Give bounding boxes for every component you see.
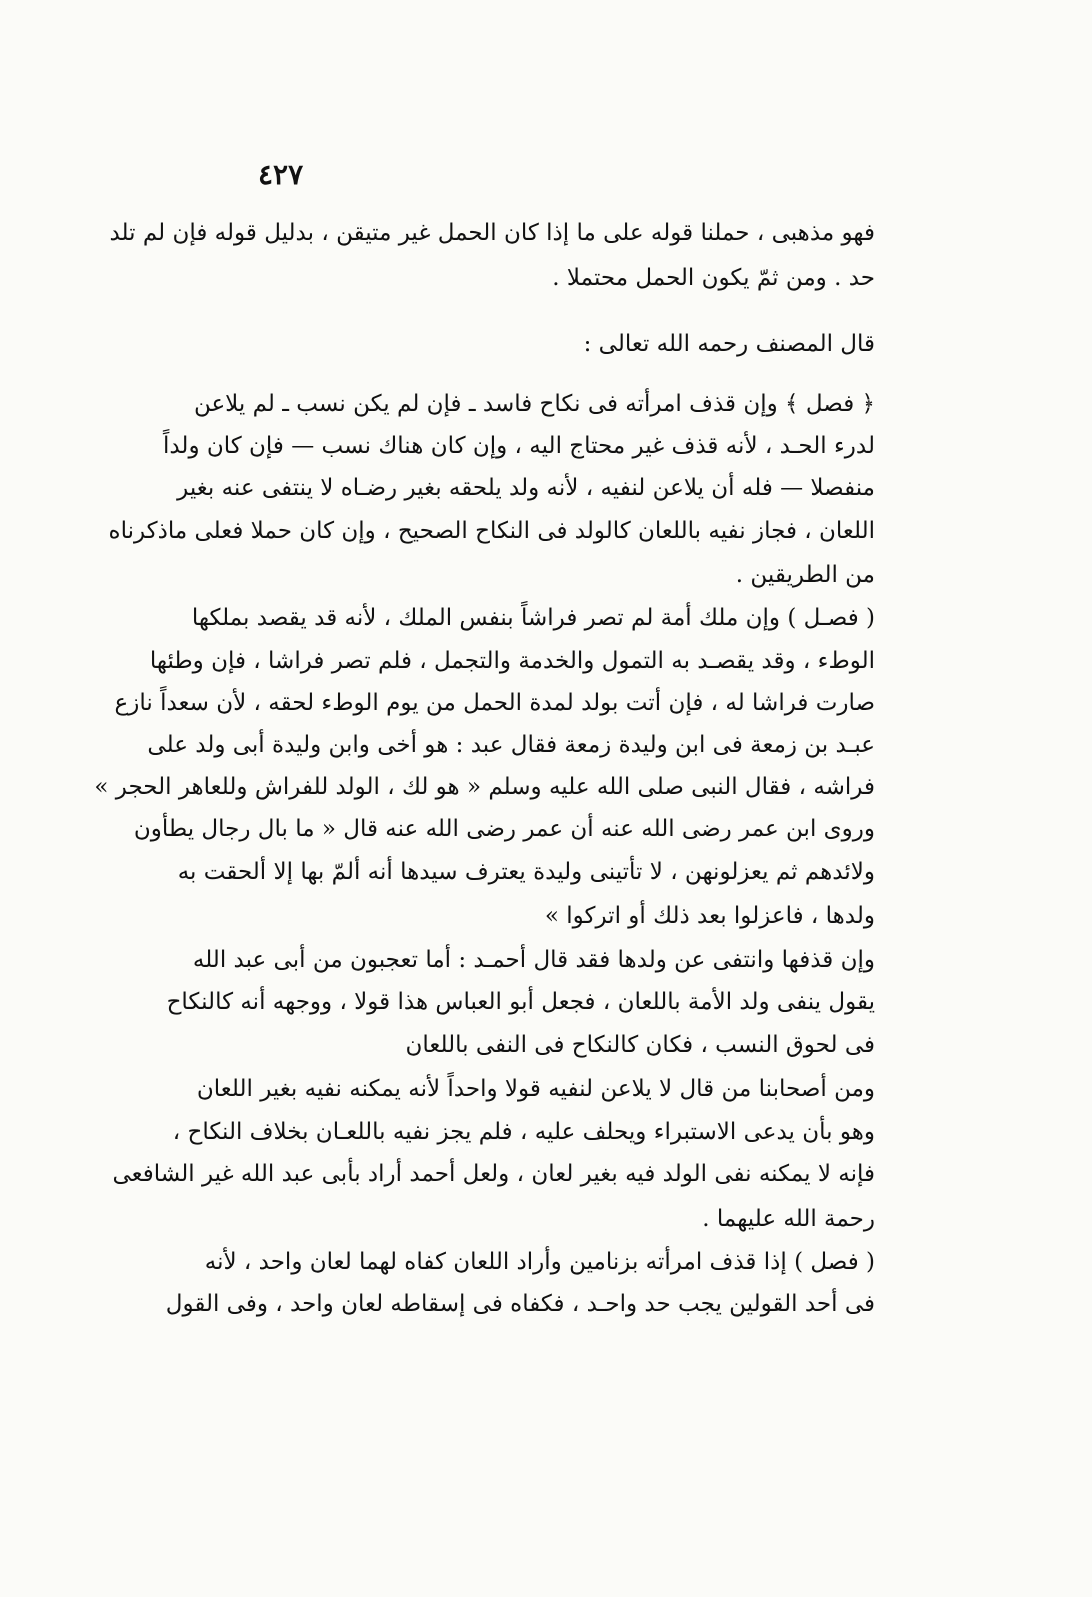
text-line-7: من الطريقين . xyxy=(735,562,875,588)
text-line-8: ( فصـل ) وإن ملك أمة لم تصر فراشاً بنفس الملك ، لأنه قد يقصد بملكها xyxy=(191,605,875,631)
text-line-23: ( فصل ) إذا قذف امرأته بزنامين وأراد اللعان كفاه لهما لعان واحد ، لأنه xyxy=(204,1249,875,1275)
text-line-3: ﴿ فصل ﴾ وإن قذف امرأته فى نكاح فاسد ـ فإن لم يكن نسب ـ لم يلاعن xyxy=(193,391,875,417)
text-line-19: ومن أصحابنا من قال لا يلاعن لنفيه قولا واحداً لأنه يمكنه نفيه بغير اللعان xyxy=(196,1076,875,1102)
text-line-4: لدرء الحـد ، لأنه قذف غير محتاج اليه ، وإن كان هناك نسب — فإن كان ولداً xyxy=(162,433,875,459)
text-line-13: وروى ابن عمر رضى الله عنه أن عمر رضى الله عنه قال « ما بال رجال يطأون xyxy=(133,816,875,842)
text-line-6: اللعان ، فجاز نفيه باللعان كالولد فى النكاح الصحيح ، وإن كان حملا فعلى ماذكرناه xyxy=(108,518,875,544)
text-line-24: فى أحد القولين يجب حد واحـد ، فكفاه فى إسقاطه لعان واحد ، وفى القول xyxy=(165,1291,875,1317)
text-line-17: يقول ينفى ولد الأمة باللعان ، فجعل أبو العباس هذا قولا ، ووجهه أنه كالنكاح xyxy=(166,989,875,1015)
text-line-2: حد . ومن ثمّ يكون الحمل محتملا . xyxy=(552,265,875,291)
section-heading-line: قال المصنف رحمه الله تعالى : xyxy=(583,331,875,357)
text-line-22: رحمة الله عليهما . xyxy=(702,1206,875,1232)
text-line-10: صارت فراشا له ، فإن أتت بولد لمدة الحمل من يوم الوطء لحقه ، لأن سعداً نازع xyxy=(114,690,875,716)
text-line-5: منفصلا — فله أن يلاعن لنفيه ، لأنه ولد يلحقه بغير رضـاه لا ينتفى عنه بغير xyxy=(177,475,875,501)
page-number: ٤٢٧ xyxy=(258,158,304,191)
text-line-15: ولدها ، فاعزلوا بعد ذلك أو اتركوا » xyxy=(544,903,875,929)
text-line-12: فراشه ، فقال النبى صلى الله عليه وسلم « هو لك ، الولد للفراش وللعاهر الحجر » xyxy=(94,774,875,800)
text-line-11: عبـد بن زمعة فى ابن وليدة زمعة فقال عبد : هو أخى وابن وليدة أبى ولد على xyxy=(147,732,875,758)
text-line-1: فهو مذهبى ، حملنا قوله على ما إذا كان الحمل غير متيقن ، بدليل قوله فإن لم تلد xyxy=(109,220,875,246)
text-line-14: ولائدهم ثم يعزلونهن ، لا تأتينى وليدة يعترف سيدها أنه ألمّ بها إلا ألحقت به xyxy=(177,859,875,885)
text-line-16: وإن قذفها وانتفى عن ولدها فقد قال أحمـد : أما تعجبون من أبى عبد الله xyxy=(192,947,875,973)
text-line-18: فى لحوق النسب ، فكان كالنكاح فى النفى باللعان xyxy=(405,1032,875,1058)
text-line-21: فإنه لا يمكنه نفى الولد فيه بغير لعان ، ولعل أحمد أراد بأبى عبد الله غير الشافعى xyxy=(112,1161,875,1187)
text-line-9: الوطء ، وقد يقصـد به التمول والخدمة والتجمل ، فلم تصر فراشا ، فإن وطئها xyxy=(149,648,875,674)
text-line-20: وهو بأن يدعى الاستبراء ويحلف عليه ، فلم يجز نفيه باللعـان بخلاف النكاح ، xyxy=(172,1119,875,1145)
